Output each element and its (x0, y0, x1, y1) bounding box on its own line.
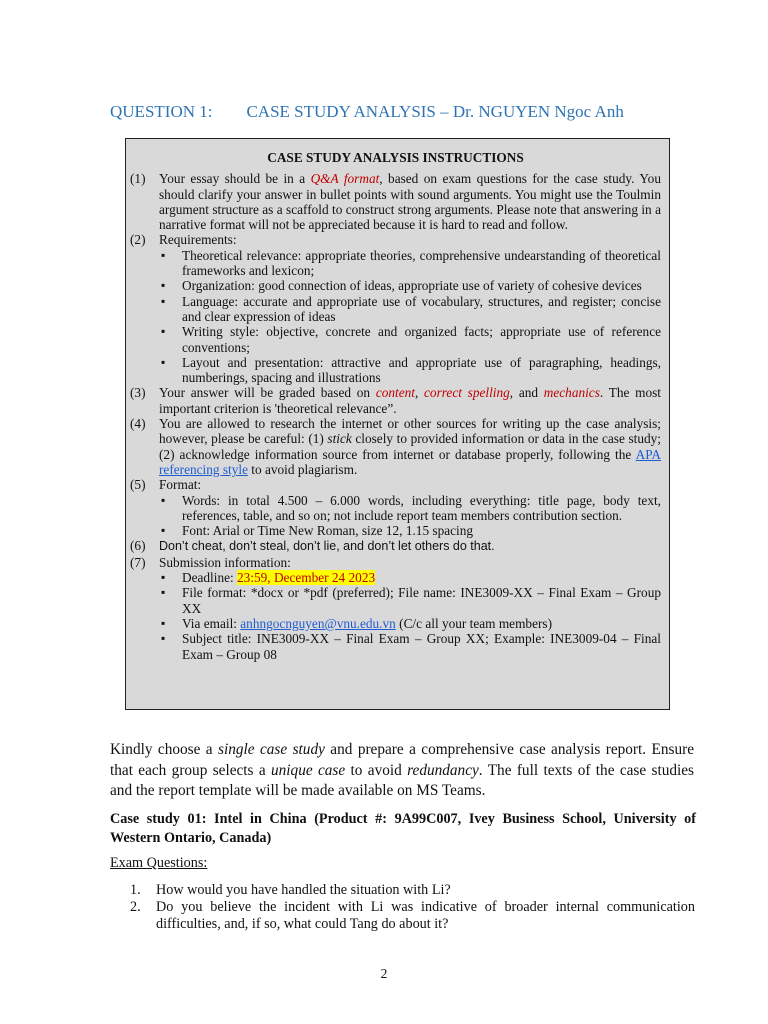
item-text: Don’t cheat, don’t steal, don’t lie, and don’t let others do that. (159, 539, 495, 554)
instructions-box (125, 138, 670, 710)
item-number: (2) (130, 232, 146, 248)
question-label: QUESTION 1: (110, 102, 213, 121)
deadline-bullet (130, 570, 661, 585)
item-text: to avoid plagiarism. (247, 461, 358, 477)
question-heading (110, 102, 624, 122)
item-text: closely to provided information or data in the case study; (2) acknowledge information source from internet or database properly, following the (159, 431, 661, 462)
requirement-bullet: ▪ Organization: good connection of ideas, appropriate use of variety of cohesive devices (130, 278, 661, 293)
item-text: Submission information: (159, 554, 291, 570)
unique-case-emphasis: unique case (271, 761, 346, 779)
item-number: (4) (130, 416, 146, 432)
paragraph-text: Kindly choose a (110, 741, 219, 758)
item-number: (6) (130, 538, 146, 554)
instruction-item-1 (130, 171, 661, 232)
page-number: 2 (380, 966, 388, 981)
instruction-item-5 (130, 477, 661, 492)
paragraph-text: to avoid (345, 761, 408, 779)
email-label: Via email: (182, 615, 241, 631)
exam-question (130, 882, 695, 899)
item-number: (1) (130, 171, 146, 187)
question-text: Do you believe the incident with Li was indicative of broader internal communication difficulties, and, if so, what could Tang do about it? (156, 899, 695, 932)
requirement-bullet: ▪ Writing style: objective, concrete and organized facts; appropriate use of reference conventions; (130, 324, 661, 355)
paragraph-text: and prepare a comprehensive case analysis report. Ensure that each group selects a (110, 741, 694, 779)
mechanics-emphasis: mechanics (543, 385, 600, 401)
item-text: Requirements: (159, 232, 237, 248)
paragraph-text: . The full texts of the case studies and the report template will be made available on MS Teams. (110, 761, 695, 799)
question-number: 1. (130, 882, 141, 898)
question-number: 2. (130, 899, 141, 915)
format-bullet: ▪ Font: Arial or Time New Roman, size 12, 1.15 spacing (130, 523, 661, 538)
redundancy-emphasis: redundancy (407, 761, 479, 779)
item-text: You are allowed to research the internet or other sources for writing up the case analysis; however, please be careful: (1) (159, 416, 661, 447)
spelling-emphasis: correct spelling (424, 385, 510, 401)
question-text: How would you have handled the situation with Li? (156, 882, 451, 898)
item-text: Your essay should be in a (159, 171, 311, 187)
item-number: (3) (130, 385, 146, 401)
stick-emphasis: stick (327, 431, 352, 447)
item-number: (5) (130, 477, 146, 493)
file-format-bullet: ▪ File format: *docx or *pdf (preferred); File name: INE3009-XX – Final Exam – Group XX (130, 585, 661, 616)
email-note: (C/c all your team members) (395, 615, 552, 631)
qa-format-emphasis: Q&A format (310, 171, 380, 187)
deadline-highlight: 23:59, December 24 2023 (237, 570, 376, 586)
question-title: CASE STUDY ANALYSIS – Dr. NGUYEN Ngoc Anh (246, 102, 624, 121)
deadline-label: Deadline: (182, 570, 238, 586)
single-case-emphasis: single case study (218, 741, 325, 758)
format-bullet: ▪ Words: in total 4.500 – 6.000 words, including everything: title page, body text, references, table, and so on; not include report team members contribution section. (130, 493, 661, 524)
item-text: Format: (159, 477, 202, 493)
requirement-bullet: ▪ Theoretical relevance: appropriate theories, comprehensive undearstanding of theoretical frameworks and lexicon; (130, 248, 661, 279)
requirement-bullet: ▪ Language: accurate and appropriate use of vocabulary, structures, and register; concise and clear expression of ideas (130, 294, 661, 325)
email-bullet (130, 616, 661, 631)
instruction-item-4 (130, 416, 661, 477)
instruction-item-7 (130, 555, 661, 570)
item-text: Your answer will be graded based on (159, 385, 376, 401)
email-link[interactable]: anhngocnguyen@vnu.edu.vn (240, 615, 396, 631)
exam-questions-list (130, 882, 695, 933)
requirement-bullet: ▪ Layout and presentation: attractive and appropriate use of paragraphing, headings, numberings, spacing and illustrations (130, 355, 661, 386)
apa-referencing-link[interactable]: APA referencing style (159, 446, 661, 477)
item-text: , and (509, 385, 544, 401)
item-text: . The most important criterion is 'theoretical relevance”. (159, 385, 661, 416)
instruction-item-2 (130, 232, 661, 247)
item-text: , (414, 385, 425, 401)
instruction-item-6 (130, 538, 661, 554)
item-text: , based on exam questions for the case study. You should clarify your answer in bullet points with sound arguments. You might use the Toulmin argument structure as a scaffold to construct strong arguments. Please note that answering in a narrative format will not be appreciated because it is hard to read and follow. (159, 171, 661, 233)
instructions-title: CASE STUDY ANALYSIS INSTRUCTIONS (267, 150, 524, 165)
exam-question (130, 899, 695, 933)
exam-questions-heading: Exam Questions: (110, 855, 208, 871)
case-study-title: Case study 01: Intel in China (Product #: 9A99C007, Ivey Business School, University of Western Ontario, Canada) (110, 811, 696, 846)
item-number: (7) (130, 554, 146, 570)
intro-paragraph (110, 740, 694, 802)
content-emphasis: content (375, 385, 415, 401)
instruction-item-3 (130, 385, 661, 416)
subject-bullet: ▪ Subject title: INE3009-XX – Final Exam – Group XX; Example: INE3009-04 – Final Exam – Group 08 (130, 631, 661, 662)
